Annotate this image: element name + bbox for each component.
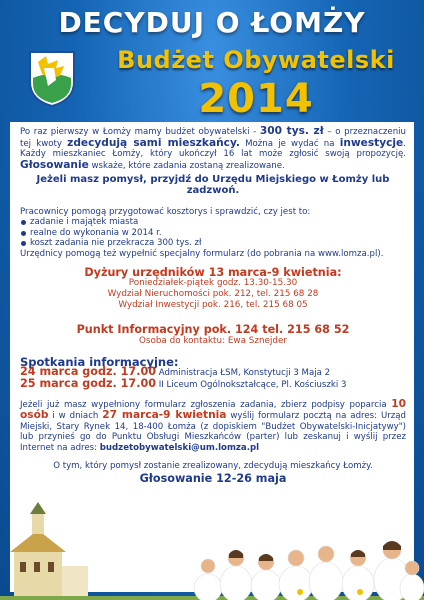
email-address[interactable]: budzetobywatelski@um.lomza.pl <box>99 442 260 453</box>
meeting-date: 24 marca godz. 17.00 <box>20 365 157 379</box>
support-count: 10 osób <box>20 397 406 422</box>
meeting-place: Administracja ŁSM, Konstytucji 3 Maja 2 <box>156 368 331 379</box>
header <box>0 0 424 122</box>
budget-amount: 300 tys. zł <box>259 125 324 137</box>
help-lead: Pracownicy pomogą przygotować kosztorys i sprawdzić, czy jest to: <box>20 206 311 217</box>
closing-line: O tym, który pomysł zostanie zrealizowany, zdecydują mieszkańcy Łomży. <box>53 461 373 472</box>
duty-line: Wydział Inwestycji pok. 216, tel. 215 68 05 <box>118 300 308 311</box>
bullet-item: zadanie i majątek miasta <box>20 217 406 228</box>
bullet-item: realne do wykonania w 2014 r. <box>20 228 406 239</box>
intro-text: Można je wydać na <box>239 138 340 149</box>
intro-paragraph <box>20 126 406 171</box>
meeting-place: II Liceum Ogólnokształcące, Pl. Kościuszki 3 <box>156 379 347 390</box>
intro-text: Po raz pierwszy w Łomży mamy budżet obywatelski - <box>20 127 260 137</box>
submit-deadline: 27 marca-9 kwietnia <box>102 409 227 422</box>
intro-text: wskaże, które zadania zostaną zrealizowane. <box>88 160 285 171</box>
residents-decide: zdecydują sami mieszkańcy. <box>67 136 240 149</box>
submit-text: i w dniach <box>48 411 103 422</box>
intro-text: – o przeznaczeniu tej kwoty <box>20 127 406 149</box>
poster-title: DECYDUJ O ŁOMŻY <box>58 6 366 39</box>
content <box>20 126 406 485</box>
budget-logo-icon <box>26 48 78 108</box>
submit-text: Jeżeli już masz wypełniony formularz zgłoszenia zadania, zbierz podpisy poparcia <box>20 399 392 410</box>
submit-text: wyślij formularz pocztą na adres: Urząd Miejski, Stary Rynek 14, 18-400 Łomża (z dopiskiem "Budżet Obywatelski-Inicjatywy") lub przynieś go do Punktu Obsługi Mieszkańców (parter) lub zeskanuj i wyślij przez Internet na adres: <box>20 411 407 453</box>
investments: inwestycje <box>339 136 404 149</box>
info-point-heading: Punkt Informacyjny pok. 124 tel. 215 68 52 <box>76 323 350 337</box>
submit-paragraph <box>20 399 406 454</box>
voting-word: Głosowanie <box>20 158 89 171</box>
meeting-date: 25 marca godz. 17.00 <box>20 376 157 390</box>
meetings-heading: Spotkania informacyjne: <box>20 354 179 369</box>
voting-dates: Głosowanie 12-26 maja <box>139 472 287 486</box>
poster-subtitle: Budżet Obywatelski <box>117 46 395 74</box>
idea-line: Jeżeli masz pomysł, przyjdź do Urzędu Miejskiego w Łomży lub zadzwoń. <box>36 174 390 196</box>
form-note: Urzędnicy pomogą też wypełnić specjalny formularz (do pobrania na www.lomza.pl). <box>20 248 384 259</box>
meeting-item <box>20 376 406 391</box>
content-panel <box>10 122 414 592</box>
duty-line: Poniedziałek-piątek godz. 13.30-15.30 <box>128 278 298 289</box>
contact-person: Osoba do kontaktu: Ewa Sznejder <box>138 335 288 346</box>
poster-year: 2014 <box>198 76 314 122</box>
duty-heading: Dyżury urzędników 13 marca-9 kwietnia: <box>84 265 342 279</box>
intro-text: . Każdy mieszkaniec Łomży, który ukończył 16 lat może zgłosić swoją propozycję. <box>20 138 406 160</box>
duty-line: Wydział Nieruchomości pok. 212, tel. 215 68 28 <box>107 289 319 300</box>
bullet-item: koszt zadania nie przekracza 300 tys. zł <box>20 238 406 249</box>
